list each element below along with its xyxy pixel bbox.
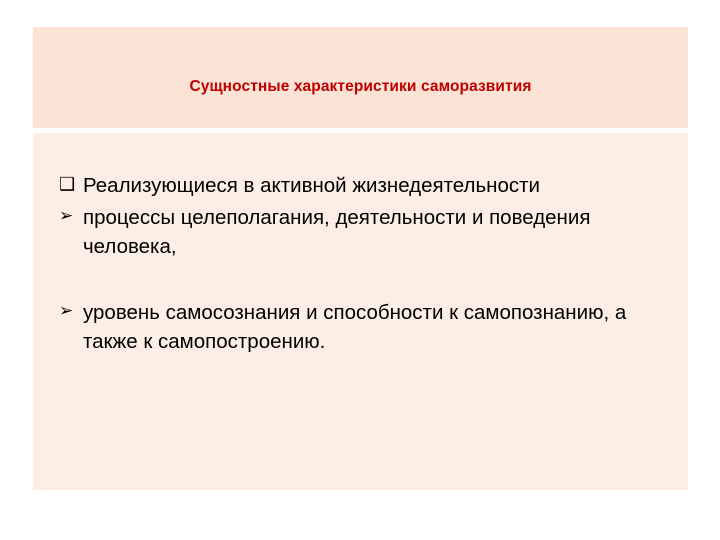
square-bullet-icon: ❑ — [59, 174, 76, 194]
list-item-text: процессы целеполагания, деятельности и поведения человека, — [83, 206, 591, 259]
bullet-list — [33, 133, 688, 490]
spacer — [59, 264, 662, 298]
arrow-bullet-icon: ➢ — [59, 206, 74, 226]
list-item-text: уровень самосознания и способности к самопознанию, а также к самопостроению. — [83, 301, 627, 354]
list-item — [59, 298, 662, 356]
list-item — [59, 203, 662, 261]
list-item-text: Реализующиеся в активной жизнедеятельности — [83, 174, 540, 197]
list-item — [59, 171, 662, 200]
arrow-bullet-icon: ➢ — [59, 301, 74, 321]
page-title: Сущностные характеристики саморазвития — [189, 78, 532, 95]
